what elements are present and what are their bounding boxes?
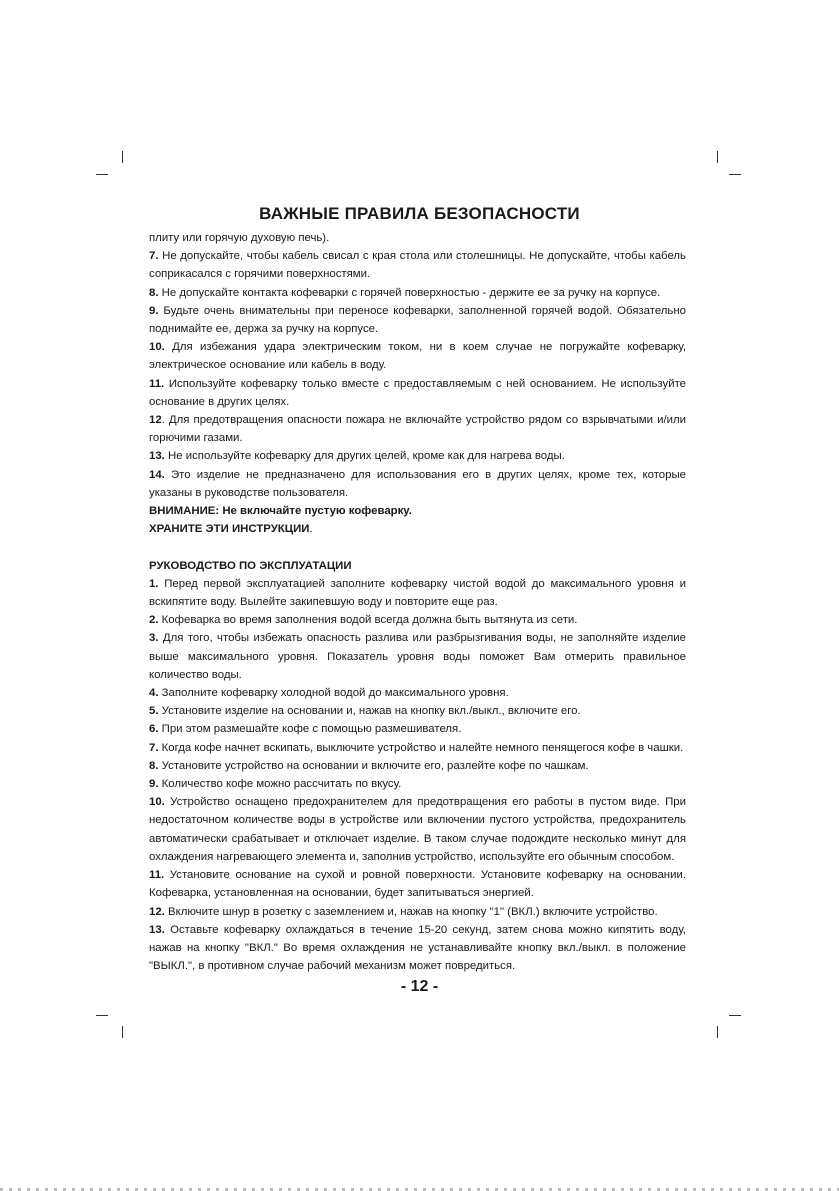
rule-text: Используйте кофеварку только вместе с предоставляемым с ней основанием. Не используйте основание в других целях. (149, 377, 686, 408)
crop-mark-bottom-left-vertical (122, 1026, 123, 1038)
step-text: При этом размешайте кофе с помощью размешивателя. (158, 723, 462, 736)
rule-text: Будьте очень внимательны при переносе кофеварки, заполненной горячей водой. Обязательно поднимайте ее, держа за ручку на корпусе. (149, 304, 686, 336)
step-text: Включите шнур в розетку с заземлением и, нажав на кнопку "1" (ВКЛ.) включите устройство. (164, 905, 658, 918)
step-text: Заполните кофеварку холодной водой до максимального уровня. (158, 687, 509, 700)
step-number: 7. (149, 741, 159, 754)
keep-instructions-text: ХРАНИТЕ ЭТИ ИНСТРУКЦИИ (149, 523, 310, 536)
manual-step (149, 702, 686, 720)
step-text: Перед первой эксплуатацией заполните кофеварку чистой водой до максимального уровня и вскипятите воду. Вылейте закипевшую воду и повторите еще раз. (149, 577, 686, 609)
rule-text: Не допускайте, чтобы кабель свисал с края стола или столешницы. Не допускайте, чтобы кабель соприкасался с горячими поверхностями. (149, 250, 686, 281)
safety-rule (149, 447, 686, 465)
safety-rules-list (149, 247, 686, 502)
document-body (149, 229, 686, 975)
step-text: Кофеварка во время заполнения водой всегда должна быть вытянута из сети. (158, 614, 578, 627)
step-number: 8. (149, 759, 159, 772)
keep-instructions-line (149, 520, 686, 538)
rule-text: Не допускайте контакта кофеварки с горячей поверхностью - держите ее за ручку на корпусе. (158, 286, 661, 299)
crop-mark-top-left-vertical (122, 151, 123, 163)
rule-number: 7. (149, 250, 159, 263)
crop-mark-bottom-left-horizontal (96, 1015, 108, 1016)
safety-rule (149, 411, 686, 447)
rule-text: Не используйте кофеварку для других целей, кроме как для нагрева воды. (164, 450, 565, 463)
manual-step (149, 684, 686, 702)
page-title: ВАЖНЫЕ ПРАВИЛА БЕЗОПАСНОСТИ (259, 204, 580, 223)
rule-number: 11. (149, 377, 165, 390)
manual-step (149, 757, 686, 775)
rule-number: 12 (149, 414, 162, 427)
safety-rule (149, 247, 686, 283)
step-number: 4. (149, 687, 159, 700)
safety-continuation: плиту или горячую духовую печь). (149, 232, 330, 244)
manual-step (149, 903, 686, 921)
step-text: Количество кофе можно рассчитать по вкусу. (158, 778, 402, 791)
step-number: 6. (149, 723, 159, 736)
step-number: 12. (149, 905, 165, 918)
manual-section-title: РУКОВОДСТВО ПО ЭКСПЛУАТАЦИИ (149, 559, 352, 572)
manual-step (149, 629, 686, 684)
crop-mark-top-right-vertical (717, 151, 718, 163)
rule-number: 10. (149, 341, 165, 354)
rule-number: 9. (149, 304, 159, 317)
safety-rule (149, 302, 686, 338)
step-number: 2. (149, 614, 159, 627)
step-number: 13. (149, 923, 165, 936)
step-number: 10. (149, 796, 165, 809)
manual-step (149, 575, 686, 611)
safety-rule (149, 338, 686, 374)
safety-rule (149, 466, 686, 502)
step-number: 5. (149, 705, 159, 718)
step-text: Когда кофе начнет вскипать, выключите устройство и налейте немного пенящегося кофе в чашки. (158, 741, 684, 754)
manual-step (149, 793, 686, 866)
crop-mark-bottom-right-horizontal (729, 1015, 741, 1016)
step-text: Оставьте кофеварку охлаждаться в течение 15-20 секунд, затем снова можно кипятить воду, нажав на кнопку "ВКЛ." Во время охлаждения не устанавливайте кнопку вкл./выкл. в положение "ВЫКЛ.", в противном случае рабочий механизм может повредиться. (149, 923, 686, 973)
step-number: 11. (149, 869, 165, 882)
crop-mark-top-right-horizontal (729, 174, 741, 175)
crop-mark-top-left-horizontal (96, 174, 108, 175)
safety-rule (149, 284, 686, 302)
step-text: Для того, чтобы избежать опасность разлива или разбрызгивания воды, не заполняйте изделие выше максимального уровня. Показатель уровня воды поможет Вам отмерить правильное количество воды. (149, 632, 686, 681)
warning-text: ВНИМАНИЕ: Не включайте пустую кофеварку. (149, 505, 412, 518)
step-number: 3. (149, 632, 159, 645)
manual-step (149, 720, 686, 738)
rule-number: 13. (149, 450, 165, 463)
step-text: Установите изделие на основании и, нажав на кнопку вкл./выкл., включите его. (158, 705, 581, 718)
page-number: - 12 - (400, 978, 439, 995)
crop-mark-bottom-right-vertical (717, 1026, 718, 1038)
manual-step (149, 921, 686, 976)
keep-instructions-period: . (309, 523, 313, 536)
manual-step (149, 866, 686, 902)
step-number: 1. (149, 577, 159, 590)
step-text: Устройство оснащено предохранителем для предотвращения его работы в пустом виде. При недостаточном количестве воды в устройстве или включении пустого устройства, предохранитель автоматически срабатывает и отключает изделие. В таком случае подождите несколько минут для охлаждения нагревающего элемента и, заполнив устройство, используйте его обычным способом. (149, 796, 686, 863)
rule-text: . Для предотвращения опасности пожара не включайте устройство рядом со взрывчатыми и/или горючими газами. (149, 414, 686, 445)
step-number: 9. (149, 778, 159, 791)
manual-steps-list (149, 575, 686, 975)
manual-step (149, 611, 686, 629)
rule-number: 8. (149, 286, 159, 299)
rule-text: Это изделие не предназначено для использования его в других целях, кроме тех, которые указаны в руководстве пользователя. (149, 468, 686, 499)
section-spacer (149, 538, 686, 556)
step-text: Установите основание на сухой и ровной поверхности. Установите кофеварку на основании. Кофеварка, установленная на основании, будет запитываться энергией. (149, 869, 686, 900)
rule-number: 14. (149, 468, 165, 481)
safety-rule (149, 375, 686, 411)
manual-step (149, 739, 686, 757)
manual-step (149, 775, 686, 793)
rule-text: Для избежания удара электрическим током, ни в коем случае не погружайте кофеварку, электрическое основание или кабель в воду. (149, 341, 686, 372)
step-text: Установите устройство на основании и включите его, разлейте кофе по чашкам. (158, 759, 589, 772)
